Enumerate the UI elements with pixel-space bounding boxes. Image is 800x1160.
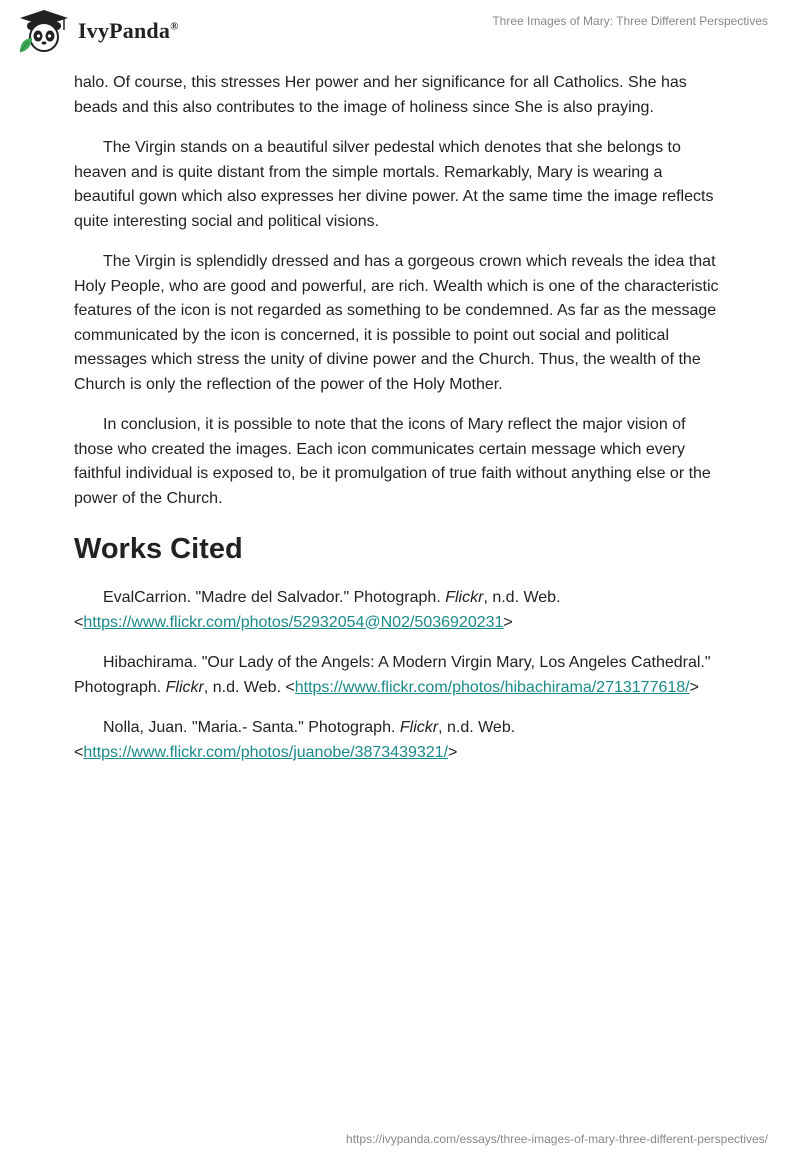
citation-bracket: > [503,613,513,631]
citation-link[interactable]: https://www.flickr.com/photos/52932054@N02/5036920231 [83,613,504,631]
citation-text: , n.d. Web. [438,719,516,736]
essay-content [74,71,724,781]
brand-name: IvyPanda® [78,18,179,43]
page-header [0,0,800,70]
footer-source-url[interactable]: https://ivypanda.com/essays/three-images-of-mary-three-different-perspectives/ [346,1132,768,1146]
citation-bracket: > [689,678,699,696]
citation-entry [74,586,724,635]
citation-source: Flickr [165,678,204,696]
citation-text: EvalCarrion. "Madre del Salvador." Photograph. [103,589,446,606]
citation-bracket: < [74,743,84,761]
citation-text: , n.d. Web. [203,678,286,696]
citation-entry [74,716,724,765]
document-title: Three Images of Mary: Three Different Perspectives [492,14,768,28]
citation-text: , n.d. Web. [483,589,561,606]
citation-link[interactable]: https://www.flickr.com/photos/juanobe/3873439321/ [83,743,449,761]
body-paragraph: The Virgin stands on a beautiful silver pedestal which denotes that she belongs to heaven and is quite distant from the simple mortals. Remarkably, Mary is wearing a beautiful gown which also expresses her divine power. At the same time the image reflects quite interesting social and political visions. [74,139,714,230]
citation-bracket: < [285,678,295,696]
citation-link[interactable]: https://www.flickr.com/photos/hibachirama/2713177618/ [294,678,690,696]
citation-bracket: < [74,613,84,631]
body-paragraph: In conclusion, it is possible to note that the icons of Mary reflect the major vision of those who created the images. Each icon communicates certain message which every faithful individual is exposed to, be it promulgation of true faith without anything else or the power of the Church. [74,416,711,507]
citation-source: Flickr [399,719,439,736]
ivypanda-logo[interactable] [14,8,214,54]
body-paragraph: The Virgin is splendidly dressed and has a gorgeous crown which reveals the idea that Holy People, who are good and powerful, are rich. Wealth which is one of the characteristic features of the icon is not regarded as something to be condemned. As far as the message communicated by the icon is concerned, it is possible to point out social and political messages which stress the unity of divine power and the Church. Thus, the wealth of the Church is only the reflection of the power of the Holy Mother. [74,253,719,393]
citation-text: Hibachirama. "Our Lady of the Angels: A Modern Virgin Mary, Los Angeles Cathedral." Photograph. [74,654,711,696]
citation-bracket: > [448,743,458,761]
panda-graduate-icon [14,8,74,54]
citation-source: Flickr [445,589,484,606]
body-paragraph: halo. Of course, this stresses Her power and her significance for all Catholics. She has beads and this also contributes to the image of holiness since She is also praying. [74,74,687,116]
citation-text: Nolla, Juan. "Maria.- Santa." Photograph. [103,719,400,736]
works-cited-heading: Works Cited [74,533,243,565]
citation-entry [74,651,724,700]
